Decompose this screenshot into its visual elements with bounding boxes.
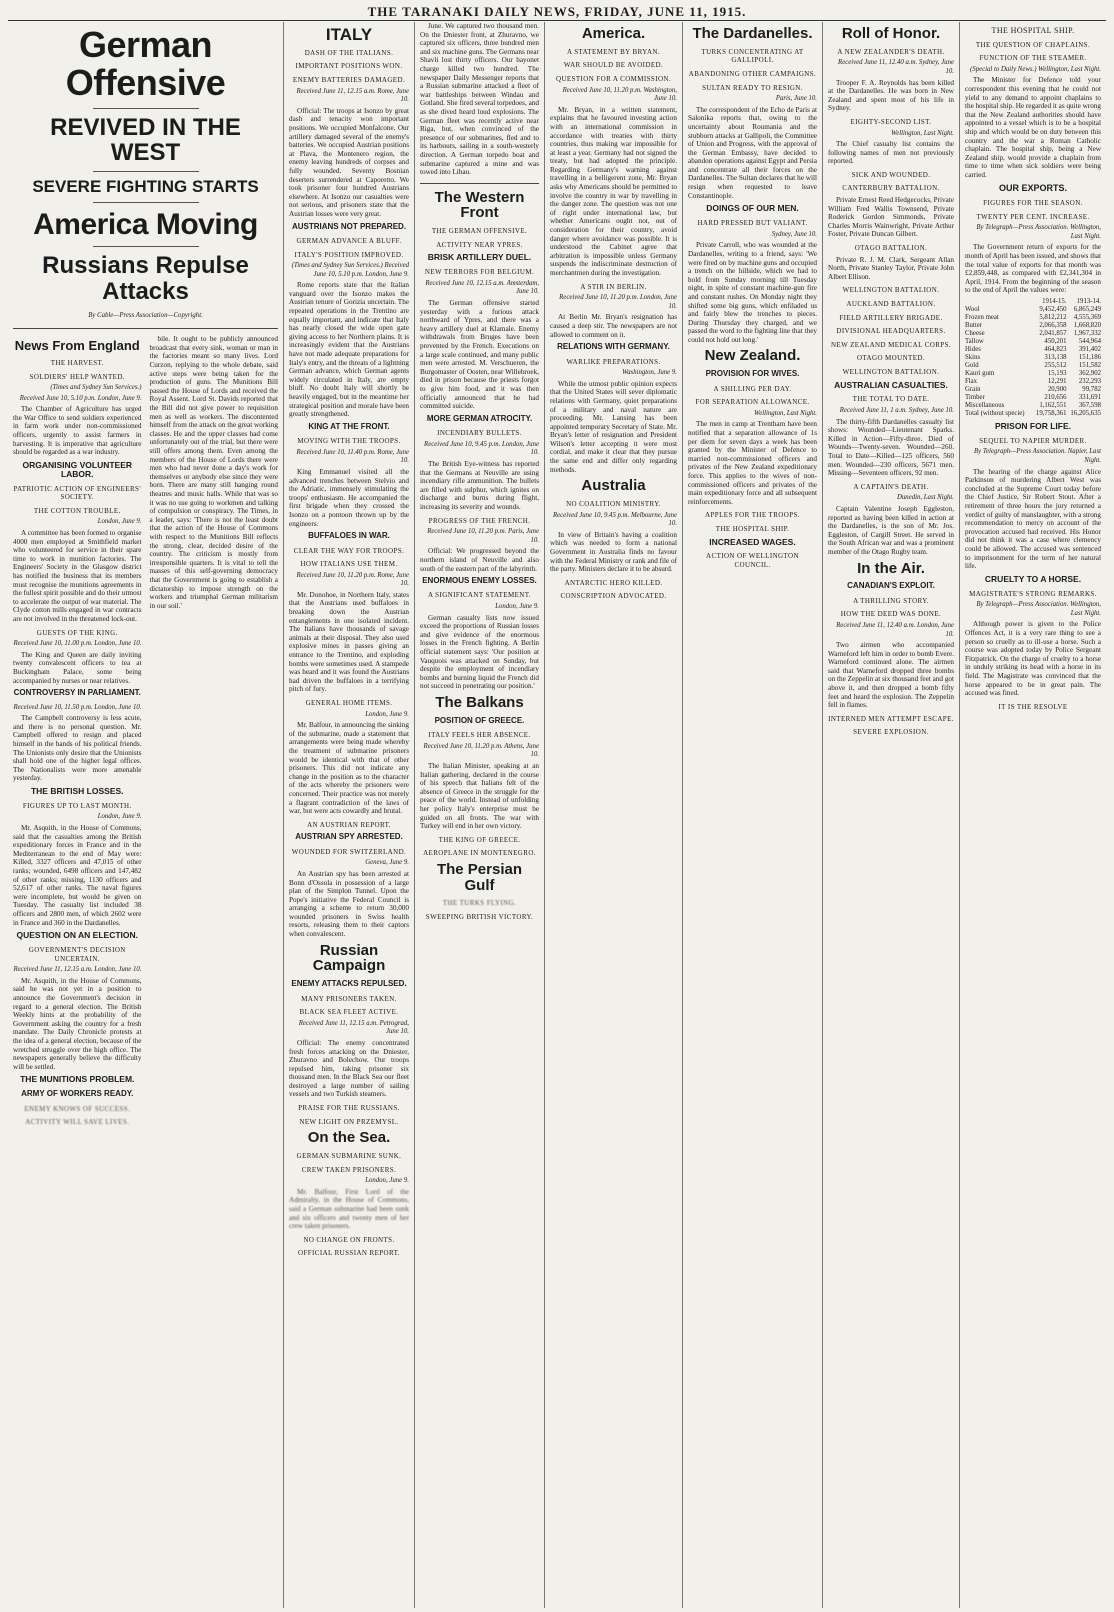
heading-in-air: In the Air. <box>857 559 925 577</box>
heading-enormous: ENORMOUS ENEMY LOSSES. <box>422 576 537 586</box>
sub-terrors: NEW TERRORS FOR BELGIUM. <box>424 268 535 277</box>
sub-apples: APPLES FOR THE TROOPS. <box>705 511 800 520</box>
heading-organising: ORGANISING VOLUNTEER LABOR. <box>22 459 133 479</box>
article-text: The Minister for Defence told your correspondent this evening that he could not yield to any demand to appoint chaplains to the hospital ship. He regarded it as quite wrong that the New Zealand authorities should have appointed to a vessel which is to be a hospital ship and which would be on duty between this country and the war a Roman Catholic chaplain. The hospital ship, being a New Zealand ship, would provide a chaplain from time to time when sick soldiers were being carried. <box>965 76 1101 179</box>
heading-brisk: BRISK ARTILLERY DUEL. <box>427 252 532 263</box>
dateline: (Special to Daily News.) Wellington, Last Night. <box>970 65 1101 73</box>
table-cell: 2,066,358 <box>1039 321 1067 329</box>
sub-important: IMPORTANT POSITIONS WON. <box>295 62 403 71</box>
sub-medical: NEW ZEALAND MEDICAL CORPS. <box>830 340 952 349</box>
heading-question-election: QUESTION ON AN ELECTION. <box>16 930 139 941</box>
article-text: The Italian Minister, speaking at an Italian gathering, declared in the course of his speech that Italians felt of the absence of Greece in the struggle for the peace of the world. Instead of unfolding her policy Italy's enterprise must be guided on all fronts. The war with Turkey will end in her own victory. <box>420 761 539 831</box>
heading-british-losses: THE BRITISH LOSSES. <box>30 785 124 796</box>
sub-stir: A STIR IN BERLIN. <box>580 282 647 291</box>
dateline: Received June 11, 12.40 a.m. Sydney, June 10. <box>838 59 954 75</box>
table-cell: 1,967,332 <box>1073 329 1101 337</box>
heading-new-zealand: New Zealand. <box>704 347 801 365</box>
table-cell: 391,402 <box>1078 345 1101 353</box>
heading-army-workers: ARMY OF WORKERS READY. <box>21 1089 134 1099</box>
sub-sultan: SULTAN READY TO RESIGN. <box>702 83 803 92</box>
article-text: The hearing of the charge against Alice Parkinson of murdering Albert West was concluded at the Supreme Court today before the Chief Justice, Sir Robert Stout. After a retirement of three hours the jury returned a verdict of guilty of manslaughter, with a strong recommendation to mercy on account of the provocation accused had received. His Honor did not think it was a case where clemency could be allowed. The accused was sentenced to imprisonment for the term of her natural life. <box>965 467 1101 571</box>
dateline: London, June 9. <box>365 710 409 718</box>
sub-mounted: OTAGO MOUNTED. <box>856 354 926 363</box>
cable-credit: By Cable—Press Association—Copyright. <box>88 311 203 319</box>
sub-general-home: GENERAL HOME ITEMS. <box>305 699 393 708</box>
article-text: Captain Valentine Joseph Eggleston, reported as having been killed in action at the Dardanelles, is the son of Mr. Jos. Eggleston, of Cargill Street. He served in the South African war and was a prominent member of the Otago Rugby team. <box>828 505 954 556</box>
sub-aeroplane: AEROPLANE IN MONTENEGRO. <box>423 849 536 858</box>
table-cell: Grain <box>965 385 981 393</box>
sub-moving: MOVING WITH THE TROOPS. <box>297 437 401 446</box>
exports-table <box>965 298 1101 418</box>
column-america <box>545 22 683 1608</box>
table-cell: Wool <box>965 305 980 313</box>
sub-resolve: IT IS THE RESOLVE <box>998 702 1068 711</box>
sub-clear-way: CLEAR THE WAY FOR TROOPS. <box>293 546 405 555</box>
sub-headquarters: DIVISIONAL HEADQUARTERS. <box>836 327 946 336</box>
dateline: Paris, June 10. <box>775 95 817 103</box>
headline-revived: REVIVED IN THE WEST <box>50 113 241 166</box>
sub-shilling: A SHILLING PER DAY. <box>713 384 792 393</box>
dateline: Received June 11, 12.15 a.m. London, June 10. <box>13 966 142 974</box>
heading-enemy-repulsed: ENEMY ATTACKS REPULSED. <box>291 979 407 989</box>
masthead: THE TARANAKI DAILY NEWS, FRIDAY, JUNE 11, 1915. <box>8 4 1106 21</box>
table-cell: 151,582 <box>1078 361 1101 369</box>
table-cell: 362,902 <box>1078 369 1101 377</box>
table-cell: 464,823 <box>1044 345 1067 353</box>
sub-interned: INTERNED MEN ATTEMPT ESCAPE. <box>828 714 954 723</box>
column-italy <box>284 22 415 1608</box>
sub-italy-pos: ITALY'S POSITION IMPROVED. <box>294 250 404 259</box>
article-text: The Chief casualty list contains the following names of men not previously reported. <box>828 140 954 166</box>
dateline: Received June 11, 12.40 a.m. London, June 10. <box>836 621 954 638</box>
dateline: Received June 10, 11.40 p.m. Rome, June 10. <box>296 448 409 465</box>
sub-black-sea: BLACK SEA FLEET ACTIVE. <box>299 1008 399 1017</box>
sub-hospital-ship: THE HOSPITAL SHIP. <box>715 524 790 533</box>
heading-relations: RELATIONS WITH GERMANY. <box>557 342 670 352</box>
heading-casualties: AUSTRALIAN CASUALTIES. <box>834 379 948 390</box>
front-subcolumns <box>13 335 278 1130</box>
table-cell: 6,865,249 <box>1073 305 1101 313</box>
heading-prison-life: PRISON FOR LIFE. <box>994 420 1072 431</box>
table-row <box>965 394 1101 402</box>
dateline: Received June 10, 11.20 p.m. Paris, June 10. <box>427 528 539 544</box>
article-text: Mr. Asquith, in the House of Commons, said that the casualties among the British expeditionary forces in France and in the Mediterranean to the end of May were: Killed, 3327 officers and 47,015 of other ranks; wounded, 6498 officers and 147,482 of other ranks; missing, 1130 officers and 52,617 of other ranks. The naval figures were incomplete, but would be given on Tuesday. The casualty list included 38 officers and 2800 men, of which 2602 were in France and 360 in the Dardanelles. <box>13 824 142 927</box>
article-text: Two airmen who accompanied Warneford left him in order to bomb Evere. Warneford continued alone. The airmen said that Warneford dropped three bombs on the Zeppelin at six thousand feet and got above it, and then dropped a bomb fifty feet and heard the explosion. The Zeppelin fell in flames. <box>828 641 954 710</box>
dateline: Received June 10, 9.45 p.m. London, June 10. <box>424 440 539 457</box>
sub-artillery: FIELD ARTILLERY BRIGADE. <box>839 313 943 322</box>
sub-question: THE QUESTION OF CHAPLAINS. <box>975 40 1091 49</box>
heading-doings: DOINGS OF OUR MEN. <box>706 203 799 214</box>
article-text: At Berlin Mr. Bryan's resignation has caused a deep stir. The newspapers are not allowed to comment on it. <box>550 313 677 339</box>
sub-many-prisoners: MANY PRISONERS TAKEN. <box>301 994 397 1003</box>
dateline: London, June 9. <box>97 813 142 821</box>
divider <box>93 171 199 172</box>
dateline: Received June 10, 11.20 p.m. Rome, June 10. <box>296 571 409 588</box>
table-cell: 544,964 <box>1078 337 1101 345</box>
dateline: London, June 9. <box>97 518 142 526</box>
article-text: The men in camp at Trentham have been notified that a separation allowance of 1s per diem for seven days a week has been granted by the Minister of Defence to married non-commissioned officers and privates of the New Zealand expeditionary force. This applies to the wives of non-commissioned officers and privates of the main expeditionary force and all subsequent reinforcements. <box>688 420 817 506</box>
sub-abandoning: ABANDONING OTHER CAMPAIGNS. <box>688 69 817 78</box>
table-cell: 15,193 <box>1047 369 1067 377</box>
heading-cotton: THE COTTON TROUBLE. <box>33 506 121 515</box>
table-total-row <box>965 410 1101 418</box>
sub-severe: SEVERE EXPLOSION. <box>853 728 929 737</box>
table-cell: 1,668,820 <box>1073 321 1101 329</box>
table-cell: 12,291 <box>1047 377 1067 385</box>
sub-incendiary: INCENDIARY BULLETS. <box>437 429 522 438</box>
article-text: A committee has been formed to organise 4000 men employed at Smithfield market who volunteered for service in their spare time to work in munition factories. The Engineers' Society in the Glasgow district has notified the business that its members must recognise the munitions agreements in the fullest spirit possible and do their utmost to accelerate the output of war material. The Clyde cotton mills engaged in war contracts are not involved in the threatened lock-out. <box>13 529 142 624</box>
table-cell: Hides <box>965 345 981 353</box>
article-text: Official: The troops at Isonzo by great dash and tenacity won important positions. We occupied Monfalcone. Our artillery damaged several of the enemy's batteries. We occupied Austrian positions at Plava, the Montenero region, the enemy leaving hundreds of corpses and fully wounded. Seventy Bosnian deserters surrendered at Caporetto. We took prisoner four hundred Austrians elsewhere. At Isonzo our casualties were not serious, and prisoners state that the Austrian losses were very great. <box>289 106 409 218</box>
dateline: Received June 10, 9.45 p.m. Melbourne, June 10. <box>553 511 677 528</box>
table-row <box>965 338 1101 346</box>
sub-antarctic: ANTARCTIC HERO KILLED. <box>564 578 663 587</box>
heading-controversy: CONTROVERSY IN PARLIAMENT. <box>13 688 141 698</box>
sub-council: ACTION OF WELLINGTON COUNCIL. <box>706 552 799 570</box>
sub-no-coalition: NO COALITION MINISTRY. <box>566 500 661 509</box>
dateline: Received June 10, 5.10 p.m. London, June 9. <box>19 394 142 402</box>
table-cell: 5,812,212 <box>1039 313 1067 321</box>
sub-statement: A STATEMENT BY BRYAN. <box>566 47 661 56</box>
dateline: By Telegraph—Press Association. Wellington, Last Night. <box>976 601 1101 617</box>
article-text: An Austrian spy has been arrested at Bonn d'Ossola in possession of a large plan of the Simplon Tunnel. Upon the Pope's initiative the Federal Council is arranging a scheme to return 30,000 wounded prisoners in Swiss health resorts, releasing them to their captors when convalescent. <box>289 869 409 939</box>
heading-australia: Australia <box>581 477 646 495</box>
front-subcolumn-right <box>150 335 279 1130</box>
dateline: (Times and Sydney Sun Services.) Received June 10, 5.10 p.m. London, June 9. <box>291 262 409 278</box>
heading-italy: ITALY <box>325 25 373 44</box>
heading-balkans: The Balkans <box>435 694 524 712</box>
article-text: The thirty-fifth Dardanelles casualty list shows: Wounded—Lieutenant Sparks. Killed in Action—Fifty-three. Died of Wounds—Twenty-seven. Wounded—260. Total to Date—Killed—125 officers, 560 men. Wounded—230 officers, 5671 men. Missing—Seventeen officers, 92 men. <box>828 417 954 478</box>
heading-cruelty: CRUELTY TO A HORSE. <box>984 573 1082 584</box>
sub-significant: A SIGNIFICANT STATEMENT. <box>427 591 532 600</box>
table-row <box>965 330 1101 338</box>
dateline: By Telegraph—Press Association. Napier, Last Night. <box>973 448 1101 464</box>
article-text: Mr. Asquith, in the House of Commons, said he was not yet in a position to announce the Government's decision in regard to a general election. The British Weekly hints at the probability of the Government asking the country for a fresh mandate. The Daily Chronicle protests at the idea of a general election, because of the wretched struggle over the high office. The newspapers generally believe the difficulty will be settled. <box>13 976 142 1071</box>
dateline: London, June 9. <box>365 1177 409 1185</box>
sub-sick: SICK AND WOUNDED. <box>851 170 931 179</box>
table-row <box>965 402 1101 410</box>
heading-austrian-spy: AUSTRIAN SPY ARRESTED. <box>295 832 403 842</box>
dateline: Received June 10, 11.50 p.m. London, June 10. <box>13 703 142 711</box>
heading-army-sub2: ACTIVITY WILL SAVE LIVES. <box>25 1118 130 1127</box>
table-header: 1914-15. <box>1042 297 1067 305</box>
sub-figures: FIGURES FOR THE SEASON. <box>983 198 1083 207</box>
sub-remarks: MAGISTRATE'S STRONG REMARKS. <box>969 589 1097 598</box>
sub-crew: CREW TAKEN PRISONERS. <box>301 1165 397 1174</box>
article-text: German casualty lists now issued exceed the proportions of Russian losses and give evidence of the enormous losses in the French fighting. A Berlin official statement says: 'Our position at Vauquois was attacked on Sunday, but despite the employment of incendiary bombs and burning liquid the French did not succeed in penetrating our position.' <box>420 613 539 691</box>
heading-exports: OUR EXPORTS. <box>998 182 1067 193</box>
heading-army-sub: ENEMY KNOWS OF SUCCESS. <box>24 1104 131 1113</box>
table-cell: 20,900 <box>1047 385 1067 393</box>
sub-war-avoided: WAR SHOULD BE AVOIDED. <box>563 61 664 70</box>
table-row <box>965 314 1101 322</box>
table-cell: 331,691 <box>1078 393 1101 401</box>
sub-dash: DASH OF THE ITALIANS. <box>304 48 394 57</box>
table-cell: Skins <box>965 353 981 361</box>
article-text: While the utmost public opinion expects that the United States will sever diplomatic relations with Germany, quiet preparations of a military and naval nature are proceeding. Mr. Lansing has been appointed temporary Secretary of State. Mr. Bryan's letter of resignation and President Wilson's letter accepting it were most cordial, and make it clear that they pursue the same end and differ only regarding methods. <box>550 379 677 474</box>
heading-atrocity: MORE GERMAN ATROCITY. <box>426 413 533 423</box>
heading-not-prepared: AUSTRIANS NOT PREPARED. <box>291 221 407 231</box>
sub-submarine-sunk: GERMAN SUBMARINE SUNK. <box>296 1152 402 1161</box>
table-cell: 255,512 <box>1044 361 1067 369</box>
sub-advance: GERMAN ADVANCE A BLUFF. <box>296 236 402 245</box>
dateline: By Telegraph—Press Association. Wellington, Last Night. <box>976 224 1101 240</box>
article-text: The Campbell controversy is less acute, and there is no personal question. Mr. Campbell offered to resign and placed himself in the hands of his political friends. The Unionists only desire that the Unionists shall hold one of the higher legal offices. The Nationalists were more amenable yesterday. <box>13 714 142 783</box>
article-text: The King and Queen are daily inviting twenty convalescent officers to tea at Buckingham Palace, some being accompanied by nurses or near relatives. <box>13 650 142 685</box>
article-text: The correspondent of the Echo de Paris at Salonika reports that, owing to the uncertainty about Roumania and the stubborn attacks at Gallipoli, the Committee of Union and Progress, with the approval of the German Embassy, have decided to abandon operations against Egypt and Persia and concentrate all their forces on the Dardanelles. The Sultan declares that he will resign when requested to leave Constantinople. <box>688 105 817 200</box>
dateline: Wellington, Last Night. <box>891 129 954 137</box>
sub-auckland: AUCKLAND BATTALION. <box>846 300 936 308</box>
heading-roll-of-honor: Roll of Honor. <box>841 25 941 42</box>
table-row <box>965 370 1101 378</box>
sub-conscription: CONSCRIPTION ADVOCATED. <box>560 592 667 601</box>
article-text: Official: We progressed beyond the northern island of Neuville and also south of the eastern part of the labyrinth. <box>420 547 539 573</box>
sub-warlike: WARLIKE PREPARATIONS. <box>566 357 661 366</box>
sub-question: QUESTION FOR A COMMISSION. <box>555 74 672 83</box>
table-cell: 313,138 <box>1044 353 1067 361</box>
article-text: Although power is given to the Police Offences Act, it is a very rare thing to see a person so cruelly as to ill-use a horse. Such a course was adopted today by Police Sergeant Fitzpatrick. On the charge of cruelty to a horse in unduly striking its head with a horse in its field. The Magistrate was convinced that the horse appeared to be in great pain. The accused was fined. <box>965 620 1101 698</box>
heading-guests: GUESTS OF THE KING. <box>36 628 118 637</box>
heading-russian-campaign: Russian Campaign <box>312 941 386 975</box>
table-row <box>965 322 1101 330</box>
sub-function: FUNCTION OF THE STEAMER. <box>979 54 1087 63</box>
article-text: The British Eye-witness has reported that the Germans at Neuville are using incendiary rifle ammunition. The bullets are filled with sulphur, which ignites on discharge and burns during flight, increasing its severity and wounds. <box>420 459 539 511</box>
article-text: June. We captured two thousand men. On the Dniester front, at Zhuravno, we captured six officers, three hundred men and six machine guns. The Germans near Shavli lost thirty officers. Our bayonet charge killed two hundred. The newspaper Daily Messenger reports that a Russian submarine attacked a fleet of war battleships between Windau and Gotland. She fired several torpedoes, and as she dived heard loud explosions. The German fleet was recently active near Riga, but, when convinced of the presence of our submarines, fled and to its harbours, sailing in a south-westerly direction. A German torpedo boat and submarine captured a mine and was towed into Libau. <box>420 22 539 177</box>
table-cell: Kauri gum <box>965 369 995 377</box>
table-cell: Flax <box>965 377 978 385</box>
table-row <box>965 362 1101 370</box>
headline-german-offensive: German Offensive <box>65 24 226 103</box>
sub-austrian-report: AN AUSTRIAN REPORT. <box>307 820 391 829</box>
heading-harvest: THE HARVEST. <box>50 358 104 367</box>
heading-exploit: CANADIAN'S EXPLOIT. <box>847 581 935 591</box>
table-row <box>965 386 1101 394</box>
sub-separation: FOR SEPARATION ALLOWANCE. <box>695 398 810 407</box>
heading-munitions-problem: THE MUNITIONS PROBLEM. <box>20 1074 135 1085</box>
heading-figures: FIGURES UP TO LAST MONTH. <box>22 801 132 810</box>
columns <box>8 22 1106 1608</box>
table-row <box>965 378 1101 386</box>
table-row <box>965 354 1101 362</box>
table-row <box>965 346 1101 354</box>
table-cell: 9,452,450 <box>1039 305 1067 313</box>
table-cell: 16,205,635 <box>1070 409 1101 417</box>
sub-hospital-h: THE HOSPITAL SHIP. <box>991 26 1075 35</box>
headline-america-moving: America Moving <box>33 207 258 241</box>
sub-sequel: SEQUEL TO NAPIER MURDER. <box>979 436 1087 445</box>
dateline: London, June 9. <box>495 603 539 611</box>
dateline: Received June 10, 11.20 p.m. Washington, June 10. <box>562 86 677 103</box>
sub-turks: TURKS CONCENTRATING AT GALLIPOLI. <box>701 47 804 65</box>
sub-hard-pressed: HARD PRESSED BUT VALIANT. <box>697 219 808 228</box>
column-hospital-ship <box>960 22 1106 1608</box>
exports-table-body <box>965 306 1101 410</box>
sub-progress: PROGRESS OF THE FRENCH. <box>428 516 531 525</box>
heading-news-england: News From England <box>14 338 140 354</box>
heading-america: America. <box>581 25 646 42</box>
sub-offensive: THE GERMAN OFFENSIVE. <box>431 227 528 236</box>
article-text: Mr. Balfour, First Lord of the Admiralty, in the House of Commons, said a German submarine had been sunk and six officers and twenty men of her crew taken prisoners. <box>289 1187 409 1231</box>
article-text: Mr. Donohoe, in Northern Italy, states that the Austrians used buffaloes in breaking down the Austrian entanglements in one isolated incident. The Italians have thousands of savage animals at their disposal. They also used explosive mines in passes giving an entrance to the Trentino, and exploding bombs were sometimes used. A stampede was heard and it was found the Austrians had driven the buffaloes in a terrifying pitch of fury. <box>289 590 409 694</box>
table-header: 1913-14. <box>1076 297 1101 305</box>
article-text: Rome reports state that the Italian vanguard over the Isonzo makes the Austrian tenure of Gorizia uncertain. The repeated operations in the Trentino are equally important, and indicate that Italy has nearly closed the wide open gate giving access to her Northern plains. It is increasingly evident that the Austrians have not made adequate preparations for Italy's entry, and the threats of a lightning German advance, which German agents widely circulated in Italy, are empty bluff. No doubt Italy will shortly be heavily engaged, but in the meantime her strategical position and morale have been greatly strengthened. <box>289 281 409 419</box>
table-cell: Frozen meat <box>965 313 999 321</box>
column-roll-of-honor <box>823 22 960 1608</box>
article-text: King Emmanuel visited all the advanced trenches between Stelvio and the Adriatic, immensely stimulating the troops' enthusiasm. He accompanied the first brigade when they crossed the Isonzo on a pontoon thrown up by the engineers. <box>289 467 409 528</box>
table-header <box>965 298 1032 306</box>
divider <box>93 108 199 109</box>
article-text: bile. It ought to be publicly announced broadcast that every sink, woman or man in the factories meant so many lives. Lord Curzon, replying to the whole debate, said active steps were being taken for the production of guns. The Munitions Bill passed the House of Lords and received the Royal Assent. Lord St. Davids reported that the Bill did not give power to requisition men as well as workers. The discontented himself from the attack on the great working classes. He and the upper classes had come unfortunately out of the trial, but there were still offers among them. Even among the members of the House of Lords there were men who had never done a day's work for themselves or anybody else since they were born. There are many still hanging round theatres and music halls. While that was so it was no use going to workmen and talking of compulsion or conspiracy. The Times, in a leader, says: 'There is not the least doubt that the action of the House of Commons with respect to the Munitions Bill reflects the strong, clear, decided desire of the country. The criticism is mostly from irresponsible quarters. It is vital to tell the masses of this self-governing democracy that the Government is going to establish a dictatorship to impose strength on the workers and triumphal German militarism in our soil.' <box>149 335 278 610</box>
divider <box>13 328 278 329</box>
article-text: Private R. J. M. Clark, Sergeant Allan North, Private Stanley Taylor, Private John Albert Ellison. <box>828 255 954 281</box>
sub-list: EIGHTY-SECOND LIST. <box>850 117 932 126</box>
article-text: Official: The enemy concentrated fresh forces attacking on the Dniester, Zhuravno and Bolechow. Our troops repulsed him, taking prisoner six thousand men. In the Black Sea our fleet destroyed a large number of sailing vessels and two Turkish steamers. <box>289 1038 409 1099</box>
heading-on-sea: On the Sea. <box>307 1129 391 1147</box>
dateline: Sydney, June 10. <box>771 230 817 238</box>
heading-persian-gulf: The Persian Gulf <box>436 860 523 894</box>
table-cell: 210,656 <box>1044 393 1067 401</box>
sub-canterbury: CANTERBURY BATTALION. <box>842 184 940 193</box>
headline-severe-fighting: SEVERE FIGHTING STARTS <box>32 176 259 196</box>
dateline: Received June 11, 1 a.m. Sydney, June 10. <box>839 407 954 415</box>
dateline: Received June 11, 12.15 a.m. Petrograd, June 10. <box>298 1019 409 1036</box>
heading-increased-wages: INCREASED WAGES. <box>709 536 796 547</box>
table-cell: Timber <box>965 393 985 401</box>
column-western-front <box>415 22 545 1608</box>
article-text: Private Ernest Reed Hedgecocks, Private William Fred Wallis Townsend, Private Roderick Gordon Simmonds, Private Charles Morris Wainwright, Private Arthur Foster, Private Duncan Gilbert. <box>828 196 954 239</box>
sub-how-italians: HOW ITALIANS USE THEM. <box>300 560 398 569</box>
table-cell: Cheese <box>965 329 985 337</box>
divider <box>420 183 539 184</box>
dateline: Received June 11, 12.15 a.m. Rome, June 10. <box>296 87 409 104</box>
heading-patriotic: PATRIOTIC ACTION OF ENGINEERS' SOCIETY. <box>13 484 142 502</box>
sub-deed: HOW THE DEED WAS DONE. <box>840 610 942 619</box>
sub-thrilling: A THRILLING STORY. <box>853 596 929 605</box>
dateline: Dunedin, Last Night. <box>896 494 954 502</box>
table-row <box>965 306 1101 314</box>
dateline: Received June 10, 11.00 p.m. London, June 10. <box>13 640 142 648</box>
dateline: Received June 10, 11.20 p.m. Athens, June 10. <box>423 742 539 759</box>
article-text: The German offensive started yesterday with a furious attack northward of Ypres, and there was a heavy artillery duel at Klamale. Enemy withdrawals from Bruges have been prevented by the French. Executions on a large scale continued, and many public men were arrested. M. Verschueren, the Burgomaster of Oosten, near Willebroek, died in prison because the priests forgot to give him food, and it was then officially announced that he had committed suicide. <box>420 299 539 411</box>
heading-govt-decision: GOVERNMENT'S DECISION UNCERTAIN. <box>28 946 126 963</box>
headline-russians-repulse: Russians Repulse Attacks <box>42 252 249 305</box>
article-text: The Government return of exports for the month of April has been issued, and shows that the total value of exports for that month was £2,859,448, as compared with £2,341,304 in April, 1914. From the beginning of the season to the end of April the values were: <box>965 243 1101 295</box>
table-cell: Tallow <box>965 337 984 345</box>
sub-wellington: WELLINGTON BATTALION. <box>842 286 940 295</box>
sub-captain: A CAPTAIN'S DEATH. <box>853 482 929 491</box>
article-text: Trooper F. A. Reynolds has been killed at the Dardanelles. He was born in New Zealand and spent most of his life in Sydney. <box>828 78 954 113</box>
sub-sweeping: SWEEPING BRITISH VICTORY. <box>425 912 534 921</box>
table-cell: 4,555,369 <box>1073 313 1101 321</box>
dateline: (Times and Sydney Sun Services.) <box>50 384 142 392</box>
sub-official-rus: OFFICIAL RUSSIAN REPORT. <box>298 1249 400 1258</box>
sub-increase: TWENTY PER CENT. INCREASE. <box>976 212 1090 221</box>
table-cell: 232,293 <box>1078 377 1101 385</box>
dateline: Geneva, June 9. <box>365 859 409 867</box>
dateline: Received June 10, 11.20 p.m. London, June 10. <box>559 294 677 310</box>
table-cell: 99,782 <box>1082 385 1101 393</box>
table-cell: Gold <box>965 361 979 369</box>
table-cell: Butter <box>965 321 982 329</box>
sub-new-light: NEW LIGHT ON PRZEMYSL. <box>299 1117 399 1126</box>
article-text: Mr. Balfour, in announcing the sinking of the submarine, made a statement that arrangements were being made whereby the treatment of submarine prisoners would be identical with that of other prisoners. This did not indicate any change in the position as to the character of the acts whereby the prisoners were concerned. Their practice was not merely a flagrant contradiction of the laws of war, but were acts cowardly and brutal. <box>289 721 409 816</box>
column-dardanelles <box>683 22 823 1608</box>
sub-italy-feels: ITALY FEELS HER ABSENCE. <box>428 731 531 740</box>
table-cell: 2,041,857 <box>1039 329 1067 337</box>
sub-king-greece: THE KING OF GREECE. <box>438 835 521 844</box>
table-cell: 450,201 <box>1044 337 1067 345</box>
divider <box>93 202 199 203</box>
table-cell: 367,598 <box>1078 401 1101 409</box>
sub-wounded-swiss: WOUNDED FOR SWITZERLAND. <box>291 847 407 856</box>
table-cell: 19,758,361 <box>1035 409 1067 417</box>
dateline: Washington, June 9. <box>622 369 677 377</box>
article-text: Private Carroll, who was wounded at the Dardanelles, writing to a friend, says: 'We were fired on by machine guns and occupied a trench on the hillside, which we had to hold from Sunday morning till Tuesday night, in spite of constant machine-gun fire and constant rushes. On Monday night they shifted some big guns, which enfiladed us and fairly blew the trenches to pieces. During Thursday they charged, and we passed the word to the fighting line that they could not hold out long.' <box>688 241 817 344</box>
sub-no-change: NO CHANGE ON FRONTS. <box>303 1235 395 1244</box>
heading-provision: PROVISION FOR WIVES. <box>705 369 800 379</box>
sub-wmr: WELLINGTON BATTALION. <box>842 367 940 376</box>
article-text: Mr. Bryan, in a written statement, explains that he favoured investing action with an international commission in accordance with treaties with thirty countries, thus making war impossible for at least a year. Germany had not signed the treaty, but had adopted the principle. Regarding Germany's warning against travelling in a belligerent zone, Mr. Bryan asks why Americans should be permitted to involve the country in war by travelling in the danger zone. The question was not one of right under international law, but whether Americans ought not, out of consideration for their country, avoid danger where avoidance was possible. It is understood the Cabinet agree that arbitration is impossible unless Germany suspends the indiscriminate destruction of merchantmen during the investigation. <box>550 105 677 277</box>
heading-buffaloes: BUFFALOES IN WAR. <box>308 531 390 541</box>
heading-western-front: The Western Front <box>434 188 525 222</box>
table-cell: Miscellaneous <box>965 401 1005 409</box>
table-cell: 151,186 <box>1078 353 1101 361</box>
table-cell: Total (without specie) <box>965 409 1025 417</box>
sub-activity: ACTIVITY NEAR YPRES. <box>436 240 523 249</box>
front-subcolumn-left <box>13 335 142 1130</box>
article-text: The Chamber of Agriculture has urged the War Office to send soldiers experienced in farm work under non-commissioned officers, urgently to assist farmers in harvesting. It is imperative that agriculture should be regarded as a war industry. <box>13 405 142 457</box>
sub-total: THE TOTAL TO DATE. <box>852 395 930 404</box>
sub-otago: OTAGO BATTALION. <box>854 244 928 253</box>
heading-position-greece: POSITION OF GREECE. <box>434 715 525 725</box>
sub-turks-flying: THE TURKS FLYING. <box>442 899 517 908</box>
table-header-row <box>965 298 1101 306</box>
divider <box>93 246 199 247</box>
heading-dardanelles: The Dardanelles. <box>692 25 813 42</box>
dateline: Wellington, Last Night. <box>754 409 817 417</box>
table-cell: 1,162,551 <box>1039 401 1067 409</box>
dateline: Received June 10, 12.15 a.m. Amsterdam, June 10. <box>425 279 539 296</box>
column-front <box>8 22 284 1608</box>
sub-batteries: ENEMY BATTERIES DAMAGED. <box>292 76 406 85</box>
sub-praise: PRAISE FOR THE RUSSIANS. <box>298 1104 400 1113</box>
sub-nz-death: A NEW ZEALANDER'S DEATH. <box>837 47 945 56</box>
article-text: In view of Britain's having a coalition which was needed to form a national Government in Australia finds no favour with the Federal Ministry or rank and file of the party. Ministers declare it to be absurd. <box>550 530 677 574</box>
heading-soldiers: SOLDIERS' HELP WANTED. <box>29 372 125 381</box>
heading-king-front: KING AT THE FRONT. <box>308 421 390 431</box>
